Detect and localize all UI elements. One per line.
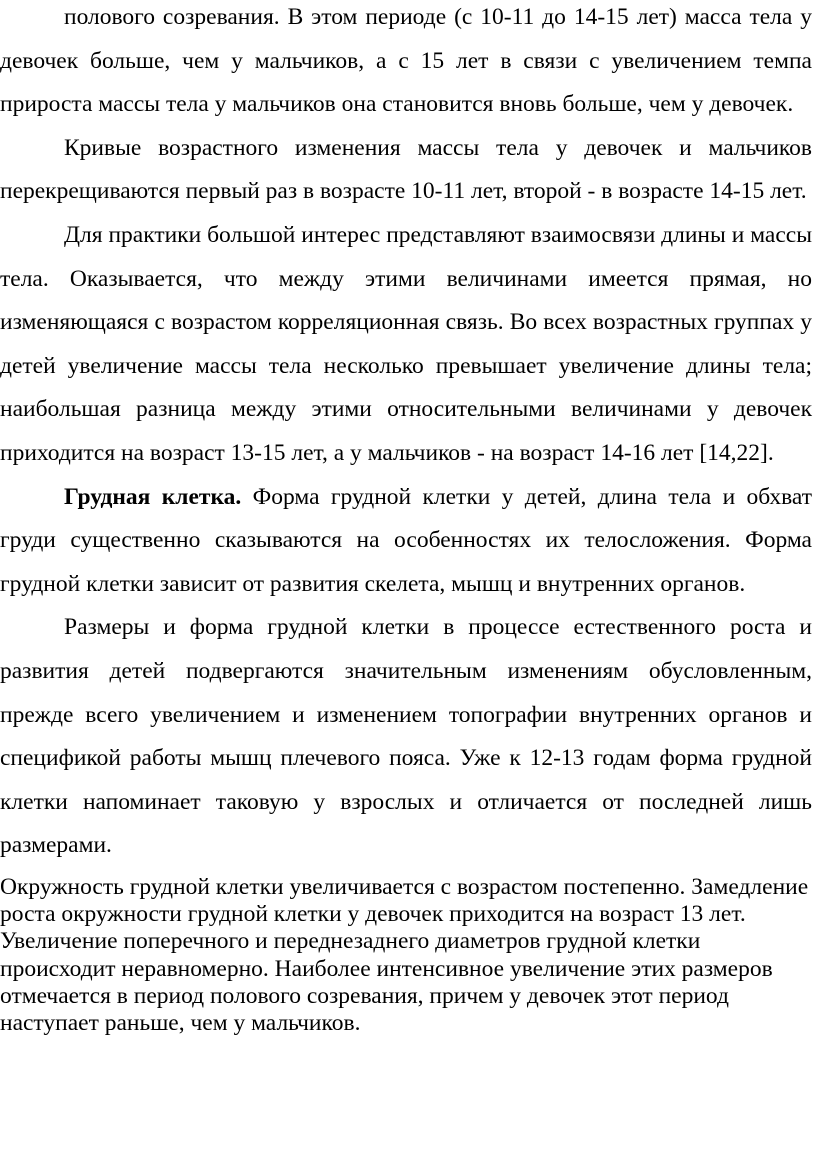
paragraph-chest-circumference (0, 874, 812, 1038)
paragraph-text: полового созревания. В этом периоде (с 10-11 до 14-15 лет) масса тела у девочек больше, чем у мальчиков, а с 15 лет в связи с увеличением темпа прироста массы тела у мальчиков она становится вновь больше, чем у девочек. (0, 4, 812, 118)
paragraph-weight-curves (0, 127, 812, 214)
paragraph-continuation (0, 0, 812, 127)
paragraph-chest-shape (0, 476, 812, 607)
paragraph-text: Кривые возрастного изменения массы тела у девочек и мальчиков перекрещиваются первый раз в возрасте 10-11 лет, второй - в возрасте 14-15 лет. (0, 134, 812, 205)
paragraph-length-weight-correlation (0, 214, 812, 476)
paragraph-text: Форма грудной клетки у детей, длина тела и обхват груди существенно сказываются на особенностях их телосложения. Форма грудной клетки зависит от развития скелета, мышц и внутренних органов. (0, 483, 812, 597)
paragraph-chest-size (0, 606, 812, 868)
paragraph-text: Окружность грудной клетки увеличивается с возрастом постепенно. Замедление роста окружности грудной клетки у девочек приходится на возраст 13 лет. Увеличение поперечного и переднезаднего диаметров грудной клетки происходит неравномерно. Наиболее интенсивное увеличение этих размеров отмечается в период полового созревания, причем у девочек этот период наступает раньше, чем у мальчиков. (0, 873, 809, 1037)
section-heading-chest: Грудная клетка. (64, 483, 242, 510)
paragraph-text: Размеры и форма грудной клетки в процессе естественного роста и развития детей подвергаются значительным изменениям обусловленным, прежде всего увеличением и изменением топографии внутренних органов и спецификой работы мышц плечевого пояса. Уже к 12-13 годам форма грудной клетки напоминает таковую у взрослых и отличается от последней лишь размерами. (0, 614, 812, 859)
paragraph-text: Для практики большой интерес представляют взаимосвязи длины и массы тела. Оказывается, что между этими величинами имеется прямая, но изменяющаяся с возрастом корреляционная связь. Во всех возрастных группах у детей увеличение массы тела несколько превышает увеличение длины тела; наибольшая разница между этими относительными величинами у девочек приходится на возраст 13-15 лет, а у мальчиков - на возраст 14-16 лет [14,22]. (0, 221, 812, 466)
